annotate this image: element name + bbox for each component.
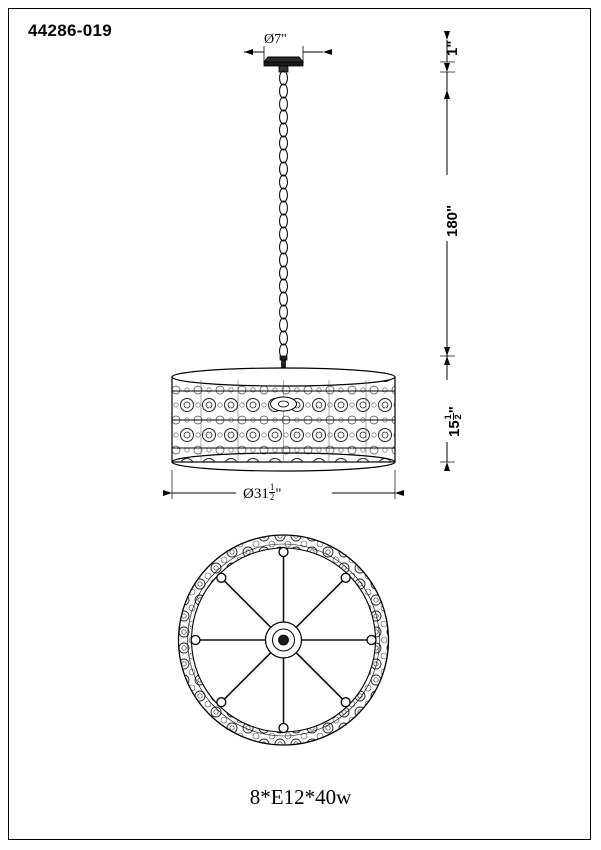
chain	[280, 71, 288, 358]
fixture-height-label: 15 1 2 "	[443, 406, 463, 437]
crystal-drum-shade	[172, 368, 395, 471]
shade-diameter-label: Ø31 $\frac{1}{2}$ "	[243, 482, 282, 502]
canopy	[264, 57, 303, 72]
front-elevation-view	[172, 40, 458, 503]
center-hub	[266, 622, 302, 658]
sku-number: 44286-019	[28, 21, 112, 40]
fixture-height-fraction: 1 2	[443, 414, 463, 420]
bottom-plan-view	[179, 535, 389, 745]
shade-diameter-fraction: $\frac{1}{2}$	[269, 482, 275, 502]
chain-length-label: 180"	[444, 204, 461, 237]
canopy-height-label: 1"	[444, 40, 461, 56]
shade-diameter-dimension	[172, 470, 395, 503]
canopy-diameter-label: Ø7"	[264, 32, 287, 47]
vertical-dimension-stack	[438, 40, 458, 462]
wattage-label: 8*E12*40w	[249, 785, 352, 809]
